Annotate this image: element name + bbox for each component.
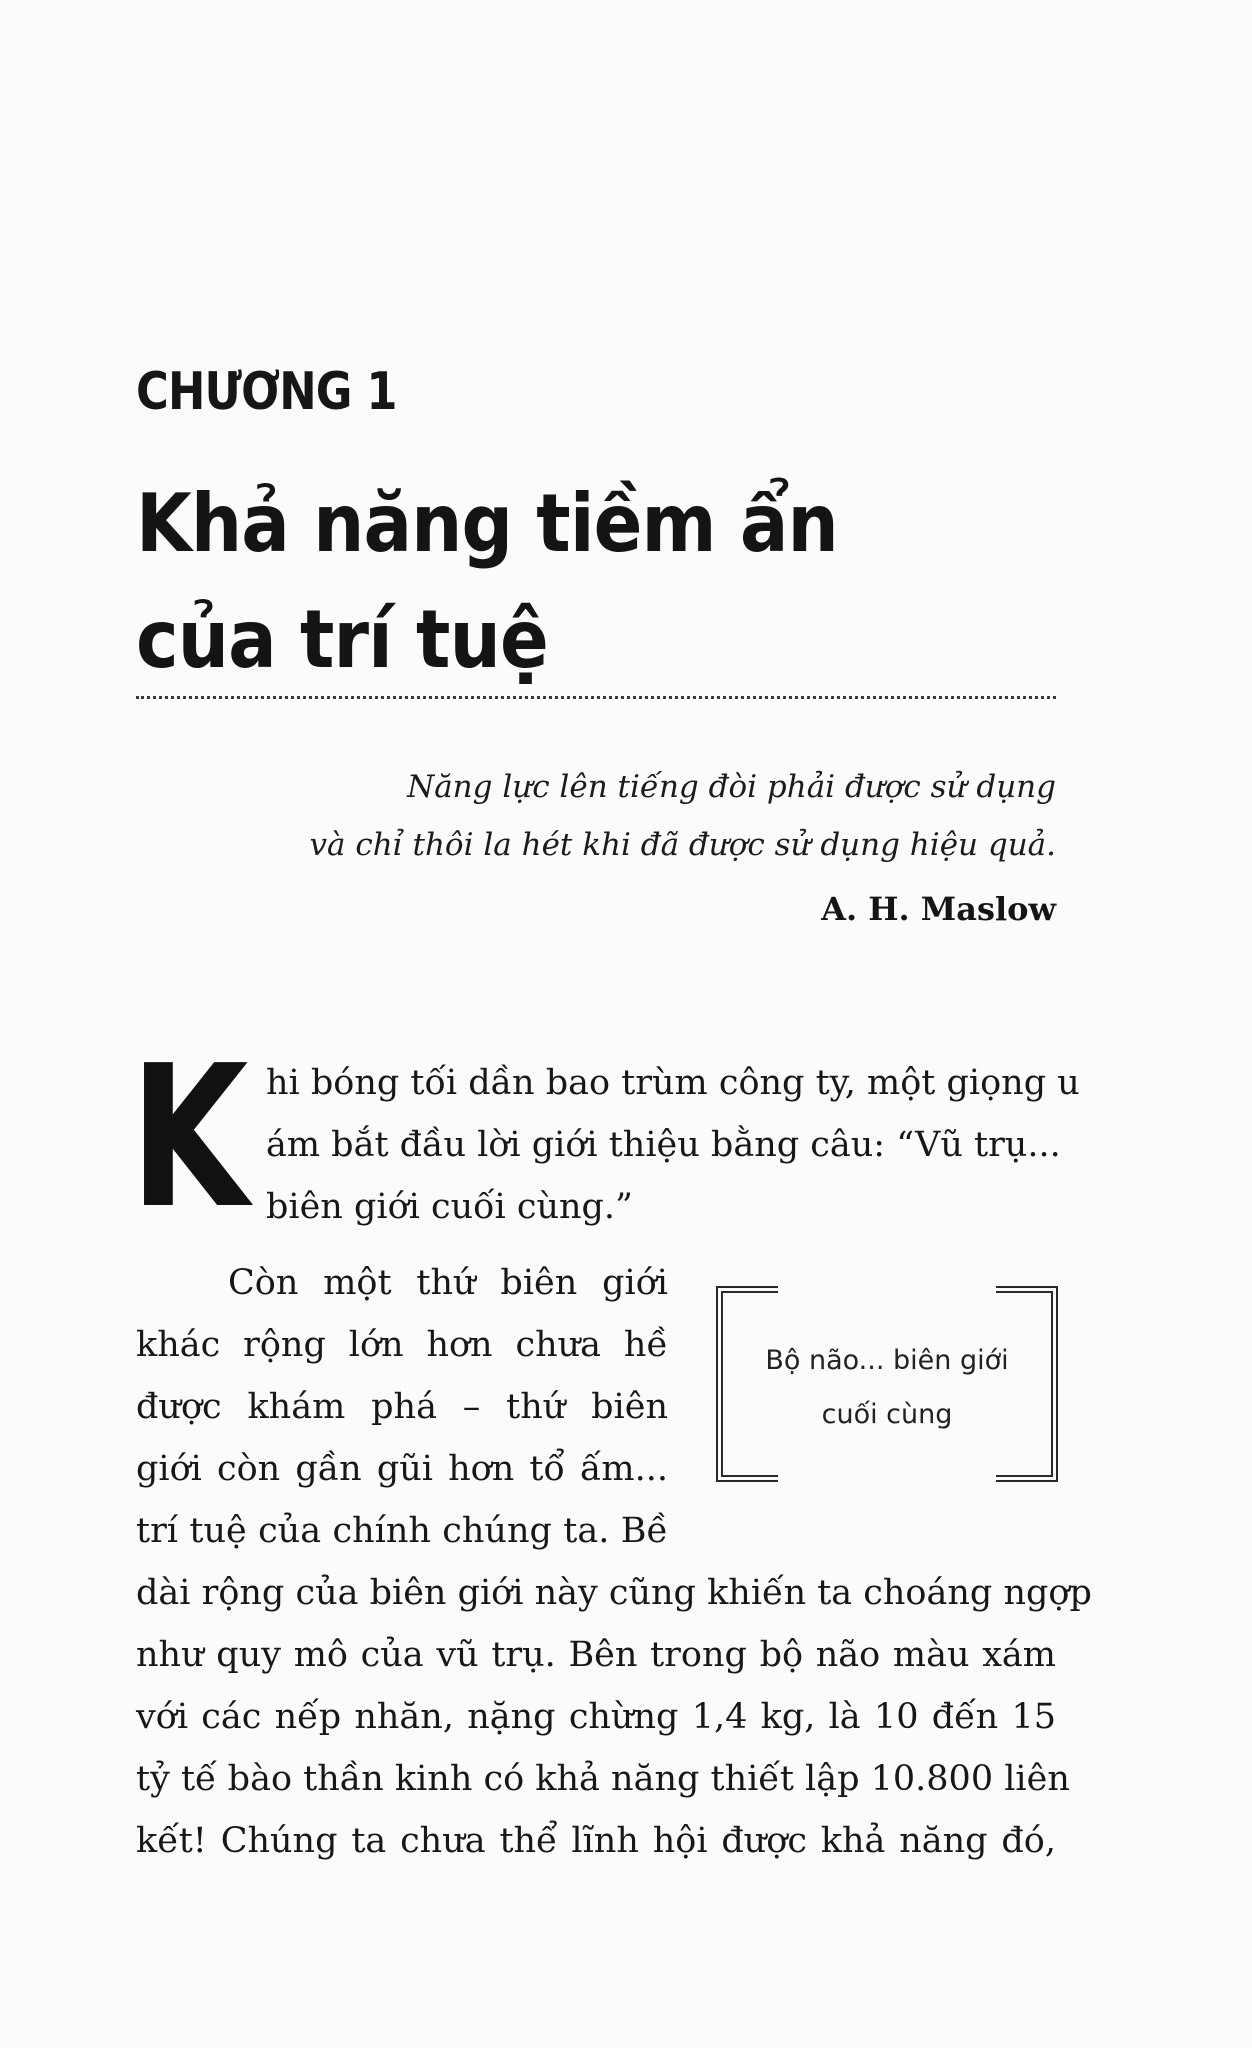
paragraph-line: giới còn gần gũi hơn tổ ấm... <box>136 1449 668 1489</box>
chapter-title-line: Khả năng tiềm ẩn <box>136 477 838 570</box>
pull-quote-line: Bộ não... biên giới <box>765 1345 1009 1376</box>
paragraph-line: trí tuệ của chính chúng ta. Bề <box>136 1511 668 1551</box>
epigraph-line: và chỉ thôi la hét khi đã được sử dụng hiệu quả. <box>309 827 1056 863</box>
paragraph-line: với các nếp nhăn, nặng chừng 1,4 kg, là 10 đến 15 <box>136 1697 1056 1737</box>
epigraph-line: Năng lực lên tiếng đòi phải được sử dụng <box>407 769 1056 805</box>
paragraph-line: biên giới cuối cùng.” <box>266 1187 633 1227</box>
paragraph-2-wrapped <box>136 1252 668 1562</box>
paragraph-1 <box>266 1052 1080 1238</box>
paragraph-line: kết! Chúng ta chưa thể lĩnh hội được khả năng đó, <box>136 1821 1056 1861</box>
paragraph-line: hi bóng tối dần bao trùm công ty, một giọng u <box>266 1063 1080 1103</box>
paragraph-line: tỷ tế bào thần kinh có khả năng thiết lập 10.800 liên <box>136 1759 1070 1799</box>
chapter-label: CHƯƠNG 1 <box>136 362 397 422</box>
pull-quote <box>716 1286 1058 1482</box>
paragraph-line: ám bắt đầu lời giới thiệu bằng câu: “Vũ trụ... <box>266 1125 1061 1165</box>
paragraph-line: được khám phá – thứ biên <box>136 1387 668 1427</box>
dotted-divider <box>136 696 1056 699</box>
drop-cap: K <box>130 1024 249 1252</box>
chapter-title-line: của trí tuệ <box>136 593 548 686</box>
paragraph-line: dài rộng của biên giới này cũng khiến ta choáng ngợp <box>136 1573 1092 1613</box>
pull-quote-text <box>738 1334 1036 1442</box>
paragraph-line: như quy mô của vũ trụ. Bên trong bộ não màu xám <box>136 1635 1056 1675</box>
paragraph-line: khác rộng lớn hơn chưa hề <box>136 1325 668 1365</box>
epigraph <box>256 758 1056 874</box>
epigraph-author: A. H. Maslow <box>821 890 1056 928</box>
paragraph-2-full <box>136 1562 1092 1872</box>
paragraph-line: Còn một thứ biên giới <box>228 1263 668 1303</box>
chapter-title <box>136 466 1096 698</box>
pull-quote-line: cuối cùng <box>821 1399 953 1430</box>
